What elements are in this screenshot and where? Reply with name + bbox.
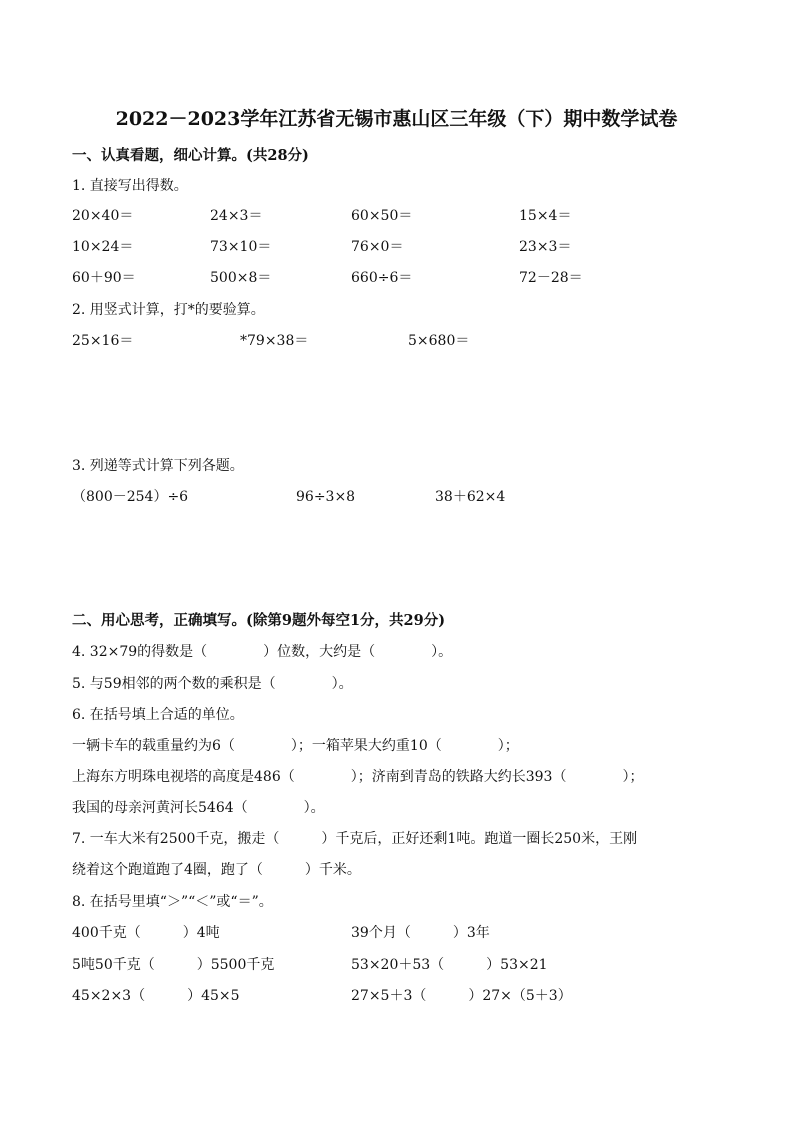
q8-item: 53×20＋53（ ）53×21 (351, 957, 548, 973)
q5-text: 5. 与59相邻的两个数的乘积是（ ）。 (72, 676, 353, 692)
q1-item: 15×4＝ (519, 208, 572, 224)
q1-item: 24×3＝ (210, 208, 263, 224)
section-2-heading: 二、用心思考，正确填写。(除第9题外每空1分，共29分) (72, 612, 446, 629)
q2-item: 25×16＝ (72, 333, 134, 349)
section-1-heading: 一、认真看题，细心计算。(共28分) (72, 147, 309, 164)
q1-item: 23×3＝ (519, 239, 572, 255)
q7-line: 7. 一车大米有2500千克，搬走（ ）千克后，正好还剩1吨。跑道一圈长250米，王刚 (72, 831, 638, 847)
q6-line: 一辆卡车的载重量约为6（ ）；一箱苹果大约重10（ ）； (72, 738, 519, 754)
q3-item: （800－254）÷6 (72, 489, 189, 505)
q1-item: 76×0＝ (351, 239, 404, 255)
q3-item: 38＋62×4 (435, 489, 506, 505)
q1-prompt: 1. 直接写出得数。 (72, 178, 188, 194)
q2-prompt: 2. 用竖式计算，打*的要验算。 (72, 302, 265, 318)
q1-item: 500×8＝ (210, 270, 272, 286)
q8-item: 5吨50千克（ ）5500千克 (72, 957, 275, 973)
q2-item: *79×38＝ (240, 333, 309, 349)
q2-item: 5×680＝ (408, 333, 470, 349)
q1-item: 60×50＝ (351, 208, 413, 224)
q1-item: 73×10＝ (210, 239, 272, 255)
q1-item: 10×24＝ (72, 239, 134, 255)
q8-prompt: 8. 在括号里填“＞”“＜”或“＝”。 (72, 894, 273, 910)
q3-prompt: 3. 列递等式计算下列各题。 (72, 458, 244, 474)
q8-item: 45×2×3（ ）45×5 (72, 988, 240, 1004)
q6-line: 上海东方明珠电视塔的高度是486（ ）；济南到青岛的铁路大约长393（ ）； (72, 769, 644, 785)
q3-item: 96÷3×8 (296, 489, 356, 505)
q8-item: 27×5＋3（ ）27×（5＋3） (351, 988, 572, 1004)
q8-item: 400千克（ ）4吨 (72, 925, 220, 941)
page-title: 2022－2023学年江苏省无锡市惠山区三年级（下）期中数学试卷 (115, 108, 678, 130)
q1-item: 60＋90＝ (72, 270, 136, 286)
q7-line: 绕着这个跑道跑了4圈，跑了（ ）千米。 (72, 862, 361, 878)
q6-prompt: 6. 在括号填上合适的单位。 (72, 707, 244, 723)
q4-text: 4. 32×79的得数是（ ）位数，大约是（ ）。 (72, 644, 453, 660)
q1-item: 20×40＝ (72, 208, 134, 224)
q6-line: 我国的母亲河黄河长5464（ ）。 (72, 800, 325, 816)
q8-item: 39个月（ ）3年 (351, 925, 490, 941)
q1-item: 660÷6＝ (351, 270, 413, 286)
q1-item: 72－28＝ (519, 270, 583, 286)
